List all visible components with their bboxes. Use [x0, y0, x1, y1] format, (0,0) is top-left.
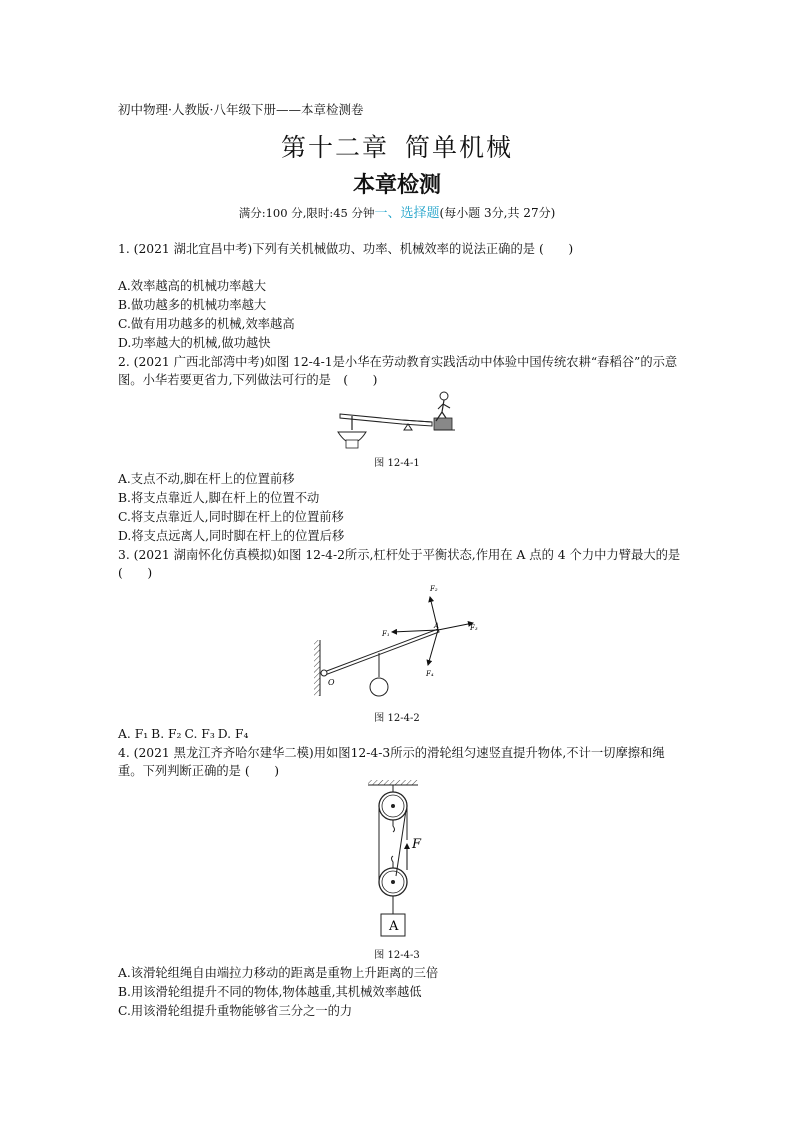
question-2-stem: 2. (2021 广西北部湾中考)如图 12-4-1是小华在劳动教育实践活动中体验中国传统农耕“舂稻谷”的示意图。小华若要更省力,下列做法可行的是 ( ): [118, 355, 678, 387]
page-header: 初中物理·人教版·八年级下册——本章检测卷: [118, 102, 364, 117]
label-o: O: [328, 678, 335, 687]
question-4-option-b: B.用该滑轮组提升不同的物体,物体越重,其机械效率越低: [118, 985, 422, 999]
section-title: 一、选择题: [374, 206, 440, 221]
label-f4: F₄: [426, 670, 434, 678]
question-3-options: [118, 725, 251, 743]
chapter-title: [0, 128, 794, 164]
question-2-option-c: C.将支点靠近人,同时脚在杆上的位置前移: [118, 510, 344, 524]
question-2-option-a: A.支点不动,脚在杆上的位置前移: [118, 472, 295, 486]
question-1-option-d: D.功率越大的机械,做功越快: [118, 336, 271, 350]
figure-12-4-1: [330, 388, 460, 454]
label-a: A: [434, 622, 440, 630]
figure-12-4-2-caption: 图 12-4-2: [374, 713, 420, 724]
question-2-option-d: D.将支点远离人,同时脚在杆上的位置后移: [118, 529, 345, 543]
question-1-stem: 1. (2021 湖北宜昌中考)下列有关机械做功、功率、机械效率的说法正确的是 ( ): [118, 242, 574, 256]
question-4-option-a: A.该滑轮组绳自由端拉力移动的距离是重物上升距离的三倍: [118, 966, 439, 980]
label-f1: F₁: [382, 630, 390, 638]
question-3-option-b: B. F₂: [151, 727, 182, 741]
figure-12-4-3-caption: 图 12-4-3: [374, 950, 420, 961]
question-1-option-a: A.效率越高的机械功率越大: [118, 279, 267, 293]
section-points: (每小题 3分,共 27分): [439, 206, 556, 220]
question-3-option-a: A. F₁: [118, 727, 149, 741]
question-1-option-b: B.做功越多的机械功率越大: [118, 298, 267, 312]
page-subtitle: 本章检测: [352, 173, 441, 198]
figure-12-4-2: [310, 580, 490, 700]
label-block-a: A: [389, 919, 399, 934]
question-2-option-b: B.将支点靠近人,脚在杆上的位置不动: [118, 491, 320, 505]
figure-12-4-1-caption: 图 12-4-1: [374, 458, 420, 469]
score-time: 满分:100 分,限时:45 分钟: [238, 206, 375, 220]
question-4-stem: 4. (2021 黑龙江齐齐哈尔建华二模)用如图12-4-3所示的滑轮组匀速竖直提升物体,不计一切摩擦和绳重。下列判断正确的是 ( ): [118, 746, 665, 778]
question-4-option-c: C.用该滑轮组提升重物能够省三分之一的力: [118, 1004, 353, 1018]
chapter-number: 第十二章: [280, 133, 389, 162]
question-3-stem: 3. (2021 湖南怀化仿真模拟)如图 12-4-2所示,杠杆处于平衡状态,作用在 A 点的 4 个力中力臂最大的是 ( ): [118, 548, 681, 580]
question-1-option-c: C.做有用功越多的机械,效率越高: [118, 317, 295, 331]
question-3-option-d: D. F₄: [217, 727, 249, 741]
figure-12-4-3: [360, 780, 440, 940]
label-f2: F₂: [430, 585, 438, 593]
question-3-option-c: C. F₃: [184, 727, 215, 741]
label-f: F: [412, 837, 422, 852]
chapter-name: 简单机械: [405, 133, 514, 162]
label-f3: F₃: [470, 624, 478, 632]
score-info: [0, 202, 794, 221]
